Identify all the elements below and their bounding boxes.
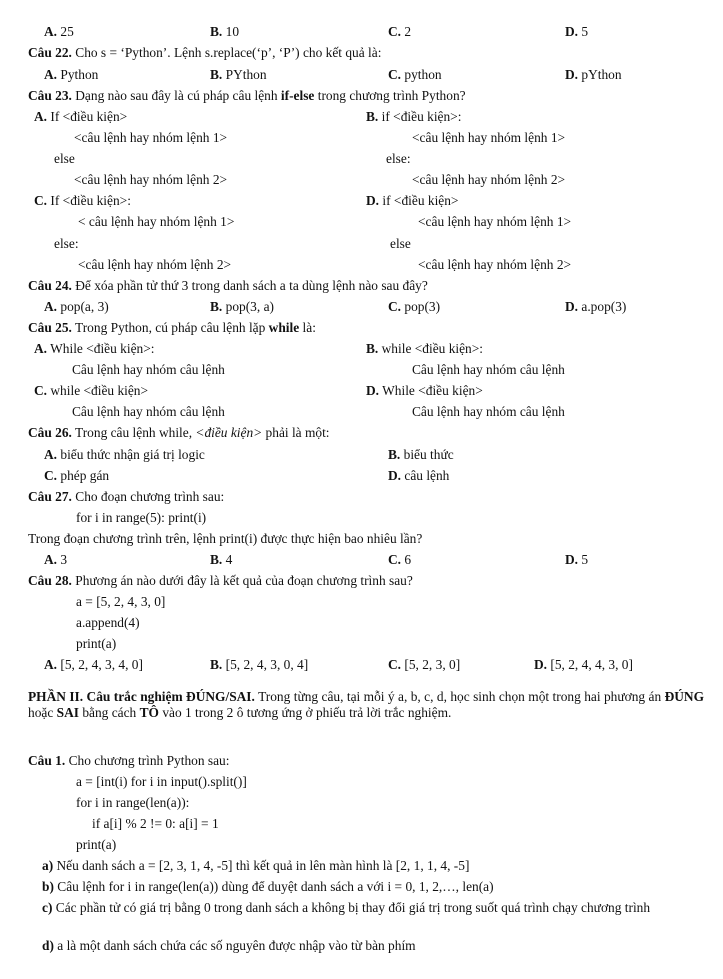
q27-option-b: B. 4 xyxy=(210,552,233,567)
q22-option-a: A. Python xyxy=(44,67,99,82)
part2-instructions: PHẦN II. Câu trắc nghiệm ĐÚNG/SAI. Trong từng câu, tại mỗi ý a, b, c, d, học sinh chọn một trong hai phương án ĐÚNG hoặc SAI bằng cách TÔ vào 1 trong 2 ô tương ứng ở phiếu trả lời trắc nghiệm. xyxy=(28,689,705,720)
q26-option-a: A. biểu thức nhận giá trị logic xyxy=(44,447,205,462)
q25-stem: Câu 25. Trong Python, cú pháp câu lệnh lặp while là: xyxy=(28,320,316,335)
q21-option-d: D. 5 xyxy=(565,24,589,39)
q24-option-b: B. pop(3, a) xyxy=(210,299,274,314)
q21-option-c: C. 2 xyxy=(388,24,412,39)
q24-option-d: D. a.pop(3) xyxy=(565,299,627,314)
q25-option-c-line1: C. while <điều kiện> xyxy=(34,383,149,398)
q24-stem: Câu 24. Để xóa phần tử thứ 3 trong danh sách a ta dùng lệnh nào sau đây? xyxy=(28,278,428,293)
q25-option-b-line2: Câu lệnh hay nhóm câu lệnh xyxy=(412,362,565,377)
q23-option-a-line2: <câu lệnh hay nhóm lệnh 1> xyxy=(74,130,228,145)
q24-option-c: C. pop(3) xyxy=(388,299,441,314)
q28-option-a: A. [5, 2, 4, 3, 4, 0] xyxy=(44,657,143,672)
q28-option-c: C. [5, 2, 3, 0] xyxy=(388,657,461,672)
q28-option-d: D. [5, 2, 4, 4, 3, 0] xyxy=(534,657,633,672)
q23-option-c-line3: else: xyxy=(54,236,79,251)
p2q1-statement-a: a) Nếu danh sách a = [2, 3, 1, 4, -5] thì kết quả in lên màn hình là [2, 1, 1, 4, -5] xyxy=(42,858,470,873)
q25-option-d-line1: D. While <điều kiện> xyxy=(366,383,483,398)
q23-stem: Câu 23. Dạng nào sau đây là cú pháp câu lệnh if-else trong chương trình Python? xyxy=(28,88,466,103)
q22-stem: Câu 22. Cho s = ‘Python’. Lệnh s.replace(‘p’, ‘P’) cho kết quả là: xyxy=(28,45,382,60)
q28-code-line3: print(a) xyxy=(76,636,117,651)
q22-option-d: D. pYthon xyxy=(565,67,622,82)
q23-option-d-line4: <câu lệnh hay nhóm lệnh 2> xyxy=(418,257,572,272)
q23-option-d-line3: else xyxy=(390,236,411,251)
q23-option-b-line2: <câu lệnh hay nhóm lệnh 1> xyxy=(412,130,566,145)
p2q1-code-line4: print(a) xyxy=(76,837,117,852)
q23-option-b-line4: <câu lệnh hay nhóm lệnh 2> xyxy=(412,172,566,187)
q23-option-b-line1: B. if <điều kiện>: xyxy=(366,109,462,124)
q28-code-line2: a.append(4) xyxy=(76,615,140,630)
q25-option-d-line2: Câu lệnh hay nhóm câu lệnh xyxy=(412,404,565,419)
q22-option-b: B. PYthon xyxy=(210,67,267,82)
q23-option-d-line1: D. if <điều kiện> xyxy=(366,193,459,208)
q25-option-a-line2: Câu lệnh hay nhóm câu lệnh xyxy=(72,362,225,377)
q25-option-a-line1: A. While <điều kiện>: xyxy=(34,341,155,356)
q23-option-b-line3: else: xyxy=(386,151,411,166)
q23-option-c-line1: C. If <điều kiện>: xyxy=(34,193,131,208)
p2q1-code-line1: a = [int(i) for i in input().split()] xyxy=(76,774,247,789)
q23-option-a-line1: A. If <điều kiện> xyxy=(34,109,128,124)
q26-stem: Câu 26. Trong câu lệnh while, <điều kiện> phải là một: xyxy=(28,425,330,440)
p2q1-stem: Câu 1. Cho chương trình Python sau: xyxy=(28,753,230,768)
q28-code-line1: a = [5, 2, 4, 3, 0] xyxy=(76,594,166,609)
q28-option-b: B. [5, 2, 4, 3, 0, 4] xyxy=(210,657,309,672)
q22-option-c: C. python xyxy=(388,67,442,82)
q27-stem: Câu 27. Cho đoạn chương trình sau: xyxy=(28,489,225,504)
q27-option-a: A. 3 xyxy=(44,552,68,567)
q25-option-b-line1: B. while <điều kiện>: xyxy=(366,341,484,356)
q26-option-c: C. phép gán xyxy=(44,468,110,483)
q27-option-d: D. 5 xyxy=(565,552,589,567)
p2q1-code-line2: for i in range(len(a)): xyxy=(76,795,190,810)
q24-option-a: A. pop(a, 3) xyxy=(44,299,109,314)
q21-option-b: B. 10 xyxy=(210,24,240,39)
q27-question: Trong đoạn chương trình trên, lệnh print(i) được thực hiện bao nhiêu lần? xyxy=(28,531,423,546)
q26-option-b: B. biểu thức xyxy=(388,447,454,462)
q26-option-d: D. câu lệnh xyxy=(388,468,450,483)
q23-option-a-line3: else xyxy=(54,151,75,166)
q28-stem: Câu 28. Phương án nào dưới đây là kết quả của đoạn chương trình sau? xyxy=(28,573,413,588)
p2q1-statement-c: c) Các phần tử có giá trị bằng 0 trong danh sách a không bị thay đổi giá trị trong suốt quá trình chạy chương trình xyxy=(42,900,651,915)
q27-code: for i in range(5): print(i) xyxy=(76,510,207,525)
q23-option-c-line4: <câu lệnh hay nhóm lệnh 2> xyxy=(78,257,232,272)
p2q1-statement-d: d) a là một danh sách chứa các số nguyên được nhập vào từ bàn phím xyxy=(42,938,416,953)
q27-option-c: C. 6 xyxy=(388,552,412,567)
q25-option-c-line2: Câu lệnh hay nhóm câu lệnh xyxy=(72,404,225,419)
q23-option-c-line2: < câu lệnh hay nhóm lệnh 1> xyxy=(78,214,235,229)
p2q1-statement-b: b) Câu lệnh for i in range(len(a)) dùng để duyệt danh sách a với i = 0, 1, 2,…, len(a) xyxy=(42,879,494,894)
q23-option-d-line2: <câu lệnh hay nhóm lệnh 1> xyxy=(418,214,572,229)
q21-option-a: A. 25 xyxy=(44,24,74,39)
q23-option-a-line4: <câu lệnh hay nhóm lệnh 2> xyxy=(74,172,228,187)
p2q1-code-line3: if a[i] % 2 != 0: a[i] = 1 xyxy=(92,816,219,831)
